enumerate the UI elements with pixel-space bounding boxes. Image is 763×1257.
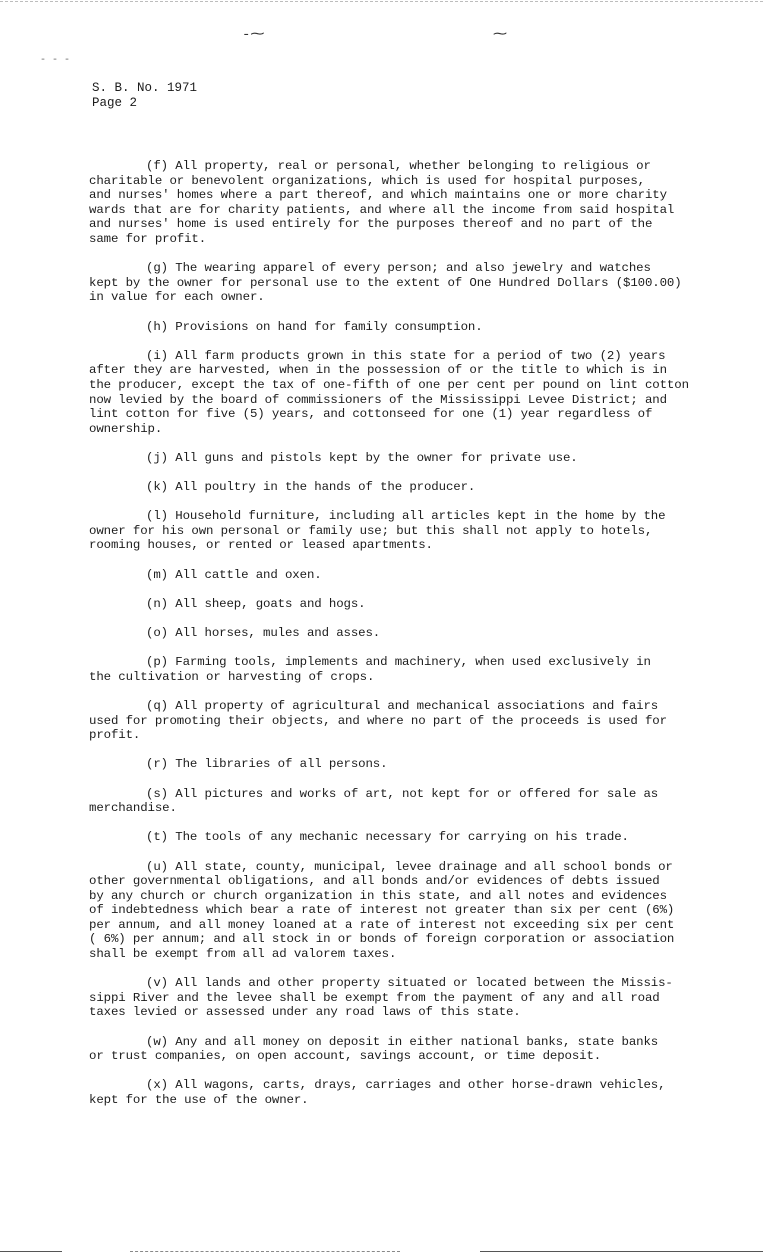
- text-line: (l) Household furniture, including all articles kept in the home by the: [146, 509, 666, 524]
- text-line: (u) All state, county, municipal, levee drainage and all school bonds or: [146, 859, 673, 874]
- text-line: owner for his own personal or family use; but this shall not apply to hotels,: [89, 523, 653, 538]
- bottom-rule: [0, 1251, 62, 1252]
- paragraph-q: [89, 699, 705, 743]
- text-line: and nurses' home is used entirely for the purposes thereof and no part of the: [89, 217, 653, 232]
- paragraph-x: [89, 1078, 705, 1107]
- text-line: (x) All wagons, carts, drays, carriages and other horse-drawn vehicles,: [146, 1078, 666, 1093]
- paragraph-l: [89, 509, 705, 553]
- paragraph-o: [89, 626, 705, 641]
- bottom-rule: [480, 1251, 763, 1252]
- text-line: the cultivation or harvesting of crops.: [89, 669, 375, 684]
- text-line: (o) All horses, mules and asses.: [146, 626, 381, 640]
- bottom-rule: [130, 1251, 400, 1252]
- text-line: kept for the use of the owner.: [89, 1093, 309, 1107]
- paragraph-g: [89, 261, 705, 305]
- text-line: and nurses' homes where a part thereof, and which maintains one or more charity: [89, 188, 667, 203]
- paragraph-m: [89, 568, 705, 583]
- text-line: lint cotton for five (5) years, and cottonseed for one (1) year regardless of: [89, 407, 653, 422]
- text-line: profit.: [89, 728, 141, 743]
- text-line: (t) The tools of any mechanic necessary for carrying on his trade.: [146, 830, 629, 845]
- text-line: (v) All lands and other property situated or located between the Missis-: [146, 976, 673, 991]
- paragraph-f: [89, 159, 705, 247]
- text-line: the producer, except the tax of one-fifth of one per cent per pound on lint cotton: [89, 377, 689, 392]
- text-line: (f) All property, real or personal, whether belonging to religious or: [146, 159, 651, 173]
- scan-mark: -⁓: [242, 27, 265, 43]
- paragraph-j: [89, 451, 705, 466]
- paragraph-r: [89, 757, 705, 772]
- text-line: per annum, and all money loaned at a rate of interest not exceeding six per cent: [89, 917, 675, 932]
- text-line: ( 6%) per annum; and all stock in or bonds of foreign corporation or association: [89, 932, 675, 947]
- text-line: (k) All poultry in the hands of the producer.: [146, 480, 476, 495]
- text-line: or trust companies, on open account, savings account, or time deposit.: [89, 1049, 602, 1064]
- paragraph-n: [89, 597, 705, 612]
- document-header: [92, 81, 197, 111]
- scan-mark: - - -: [40, 55, 71, 66]
- text-line: (j) All guns and pistols kept by the owner for private use.: [146, 450, 578, 465]
- text-line: merchandise.: [89, 801, 177, 816]
- document-body: [89, 159, 705, 1122]
- paragraph-k: [89, 480, 705, 495]
- text-line: (h) Provisions on hand for family consumption.: [146, 319, 483, 334]
- text-line: of indebtedness which bear a rate of interest not greater than six per cent (6%): [89, 903, 675, 918]
- page-label: Page 2: [92, 96, 138, 110]
- paragraph-s: [89, 787, 705, 816]
- text-line: (g) The wearing apparel of every person; and also jewelry and watches: [146, 261, 651, 276]
- text-line: sippi River and the levee shall be exempt from the payment of any and all road: [89, 990, 660, 1005]
- text-line: kept by the owner for personal use to the extent of One Hundred Dollars ($100.00): [89, 275, 682, 290]
- text-line: by any church or church organization in this state, and all notes and evidences: [89, 888, 667, 903]
- text-line: now levied by the board of commissioners of the Mississippi Levee District; and: [89, 392, 667, 407]
- paragraph-w: [89, 1035, 705, 1064]
- text-line: rooming houses, or rented or leased apartments.: [89, 538, 433, 553]
- text-line: same for profit.: [89, 231, 207, 246]
- text-line: other governmental obligations, and all bonds and/or evidences of debts issued: [89, 874, 660, 889]
- text-line: (r) The libraries of all persons.: [146, 757, 388, 772]
- text-line: (i) All farm products grown in this state for a period of two (2) years: [146, 348, 666, 363]
- text-line: (n) All sheep, goats and hogs.: [146, 596, 366, 611]
- text-line: taxes levied or assessed under any road laws of this state.: [89, 1005, 521, 1020]
- paragraph-u: [89, 860, 705, 962]
- bill-number: S. B. No. 1971: [92, 81, 198, 95]
- text-line: (p) Farming tools, implements and machinery, when used exclusively in: [146, 655, 651, 670]
- text-line: (w) Any and all money on deposit in either national banks, state banks: [146, 1034, 659, 1049]
- paragraph-i: [89, 349, 705, 437]
- scan-mark: ⁓: [493, 27, 507, 43]
- text-line: charitable or benevolent organizations, which is used for hospital purposes,: [89, 173, 645, 188]
- text-line: in value for each owner.: [89, 290, 265, 305]
- paragraph-t: [89, 830, 705, 845]
- text-line: wards that are for charity patients, and where all the income from said hospital: [89, 202, 675, 217]
- text-line: (m) All cattle and oxen.: [146, 567, 322, 582]
- text-line: (q) All property of agricultural and mechanical associations and fairs: [146, 698, 659, 713]
- paragraph-v: [89, 976, 705, 1020]
- paragraph-h: [89, 320, 705, 335]
- text-line: shall be exempt from all ad valorem taxes.: [89, 947, 397, 962]
- text-line: used for promoting their objects, and where no part of the proceeds is used for: [89, 713, 667, 728]
- text-line: after they are harvested, when in the possession of or the title to which is in: [89, 363, 667, 378]
- text-line: ownership.: [89, 421, 163, 436]
- top-border: [0, 1, 763, 2]
- paragraph-p: [89, 655, 705, 684]
- text-line: (s) All pictures and works of art, not kept for or offered for sale as: [146, 786, 659, 801]
